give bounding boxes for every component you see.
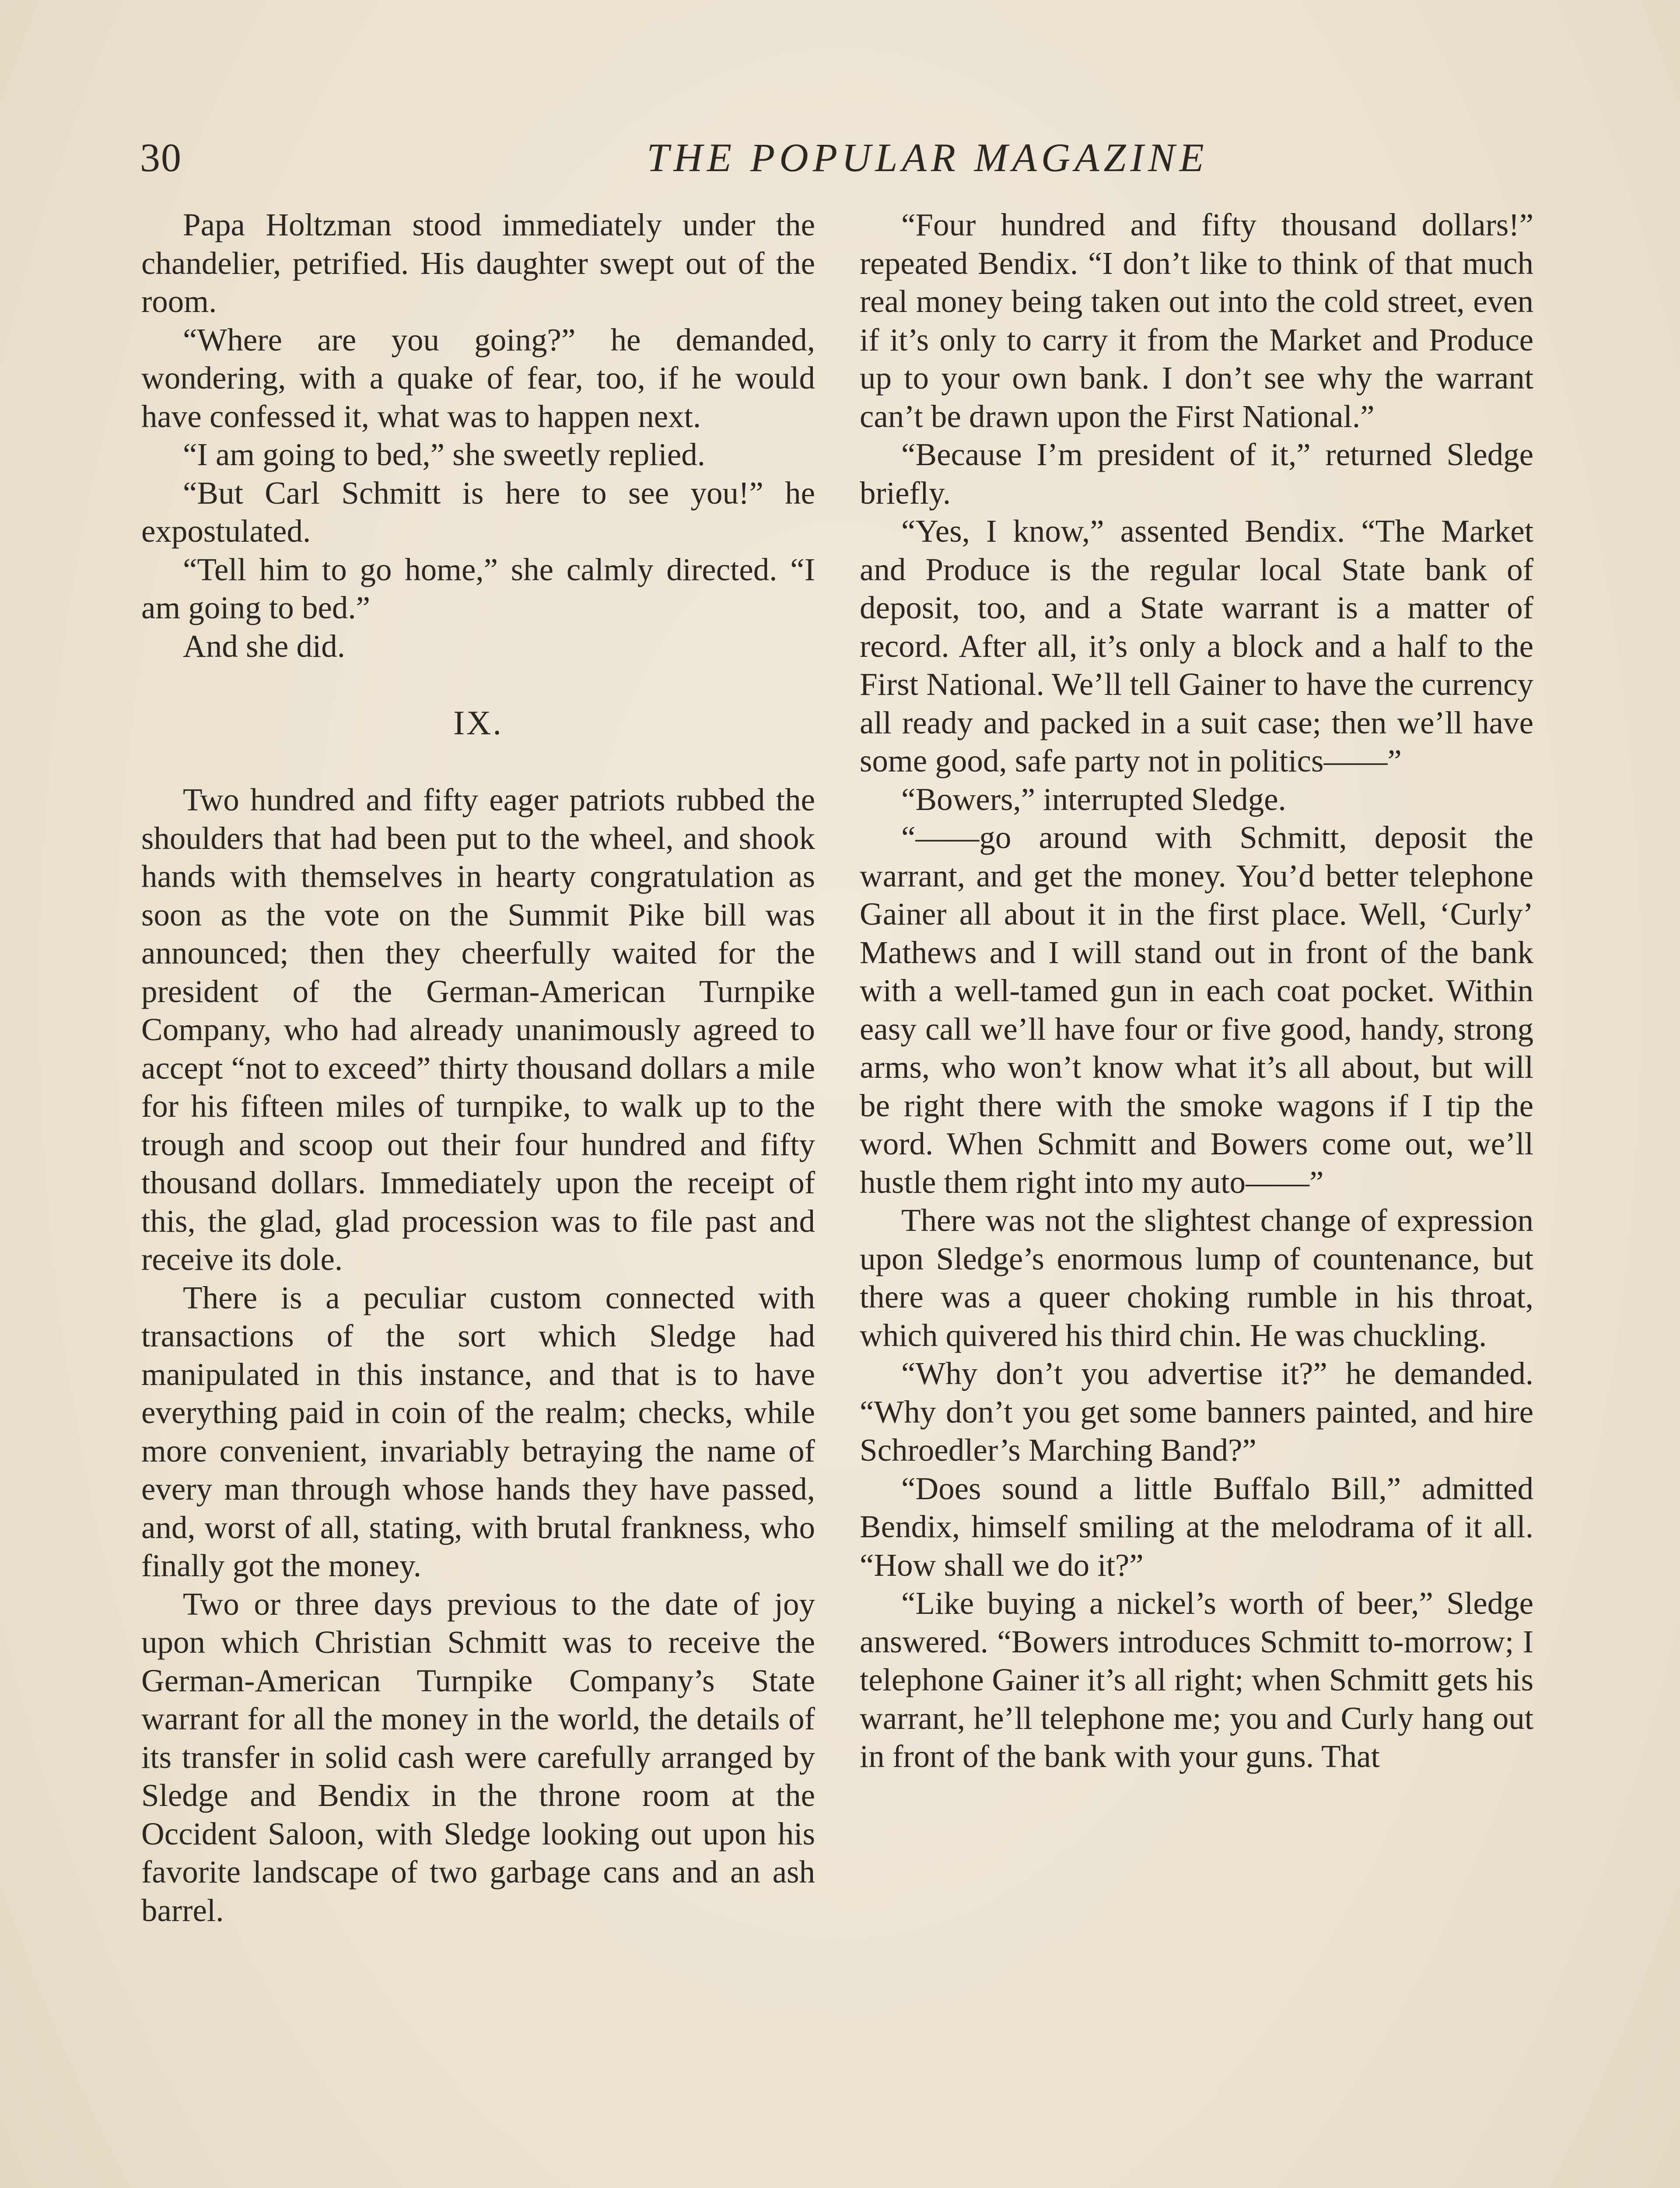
paragraph: “——go around with Schmitt, deposit the warrant, and get the money. You’d better telephone Gainer all about it in the first place. Well, ‘Curly’ Mathews and I will stand out in front of the bank with a well-tamed gun in each coat pocket. Within easy call we’ll have four or five good, handy, strong arms, who won’t know what it’s all about, but will be right there with the smoke wagons if I tip the word. When Schmitt and Bowers come out, we’ll hustle them right into my auto——” [860, 820, 1533, 1200]
paragraph: “Bowers,” interrupted Sledge. [901, 781, 1286, 817]
paragraph: “Does sound a little Buffalo Bill,” admitted Bendix, himself smiling at the melodrama of it all. “How shall we do it?” [860, 1470, 1533, 1583]
paragraph: There was not the slightest change of expression upon Sledge’s enormous lump of countenance, but there was a queer choking rumble in his throat, which quivered his third chin. He was chuckling. [860, 1203, 1533, 1353]
paragraph: Two hundred and fifty eager patriots rubbed the shoulders that had been put to the wheel, and shook hands with themselves in hearty congratulation as soon as the vote on the Summit Pike bill was announced; then they cheerfully waited for the president of the German-American Turnpike Company, who had already unanimously agreed to accept “not to exceed” thirty thousand dollars a mile for his fifteen miles of turnpike, to walk up to the trough and scoop out their four hundred and fifty thousand dollars. Immediately upon the receipt of this, the glad, glad procession was to file past and receive its dole. [141, 782, 815, 1277]
paragraph: “Why don’t you advertise it?” he demanded. “Why don’t you get some banners painted, and hire Schroedler’s Marching Band?” [860, 1356, 1533, 1468]
paragraph: “But Carl Schmitt is here to see you!” he expostulated. [141, 475, 815, 549]
paragraph: And she did. [183, 628, 346, 664]
running-head: THE POPULAR MAGAZINE [647, 135, 1208, 180]
paragraph: Papa Holtzman stood immediately under the chandelier, petrified. His daughter swept out of the room. [141, 207, 815, 319]
paragraph: “Yes, I know,” assented Bendix. “The Market and Produce is the regular local State bank of deposit, too, and a State warrant is a matter of record. After all, it’s only a block and a half to the First National. We’ll tell Gainer to have the currency all ready and packed in a suit case; then we’ll have some good, safe party not in politics——” [860, 513, 1533, 778]
paragraph: “Because I’m president of it,” returned Sledge briefly. [860, 437, 1533, 511]
paragraph: Two or three days previous to the date of joy upon which Christian Schmitt was to receive the German-American Turnpike Company’s State warrant for all the money in the world, the details of its transfer in solid cash were carefully arranged by Sledge and Bendix in the throne room at the Occident Saloon, with Sledge looking out upon his favorite landscape of two garbage cans and an ash barrel. [141, 1586, 815, 1928]
left-column [141, 206, 815, 2188]
paragraph: “Tell him to go home,” she calmly directed. “I am going to bed.” [141, 551, 815, 625]
paragraph: “Like buying a nickel’s worth of beer,” Sledge answered. “Bowers introduces Schmitt to-morrow; I telephone Gainer it’s all right; when Schmitt gets his warrant, he’ll telephone me; you and Curly hang out in front of the bank with your guns. That [860, 1585, 1533, 1774]
page-header [140, 127, 1540, 188]
page-number: 30 [140, 135, 182, 180]
paragraph: “Where are you going?” he demanded, wondering, with a quake of fear, too, if he would have confessed it, what was to happen next. [141, 322, 815, 434]
paragraph: There is a peculiar custom connected with transactions of the sort which Sledge had manipulated in this instance, and that is to have everything paid in coin of the realm; checks, while more convenient, invariably betraying the name of every man through whose hands they have passed, and, worst of all, stating, with brutal frankness, who finally got the money. [141, 1280, 815, 1583]
paragraph: “Four hundred and fifty thousand dollars!” repeated Bendix. “I don’t like to think of that much real money being taken out into the cold street, even if it’s only to carry it from the Market and Produce up to your own bank. I don’t see why the warrant can’t be drawn upon the First National.” [860, 207, 1533, 434]
section-heading: IX. [453, 704, 503, 742]
right-column [860, 206, 1533, 2188]
paragraph: “I am going to bed,” she sweetly replied. [183, 437, 705, 472]
